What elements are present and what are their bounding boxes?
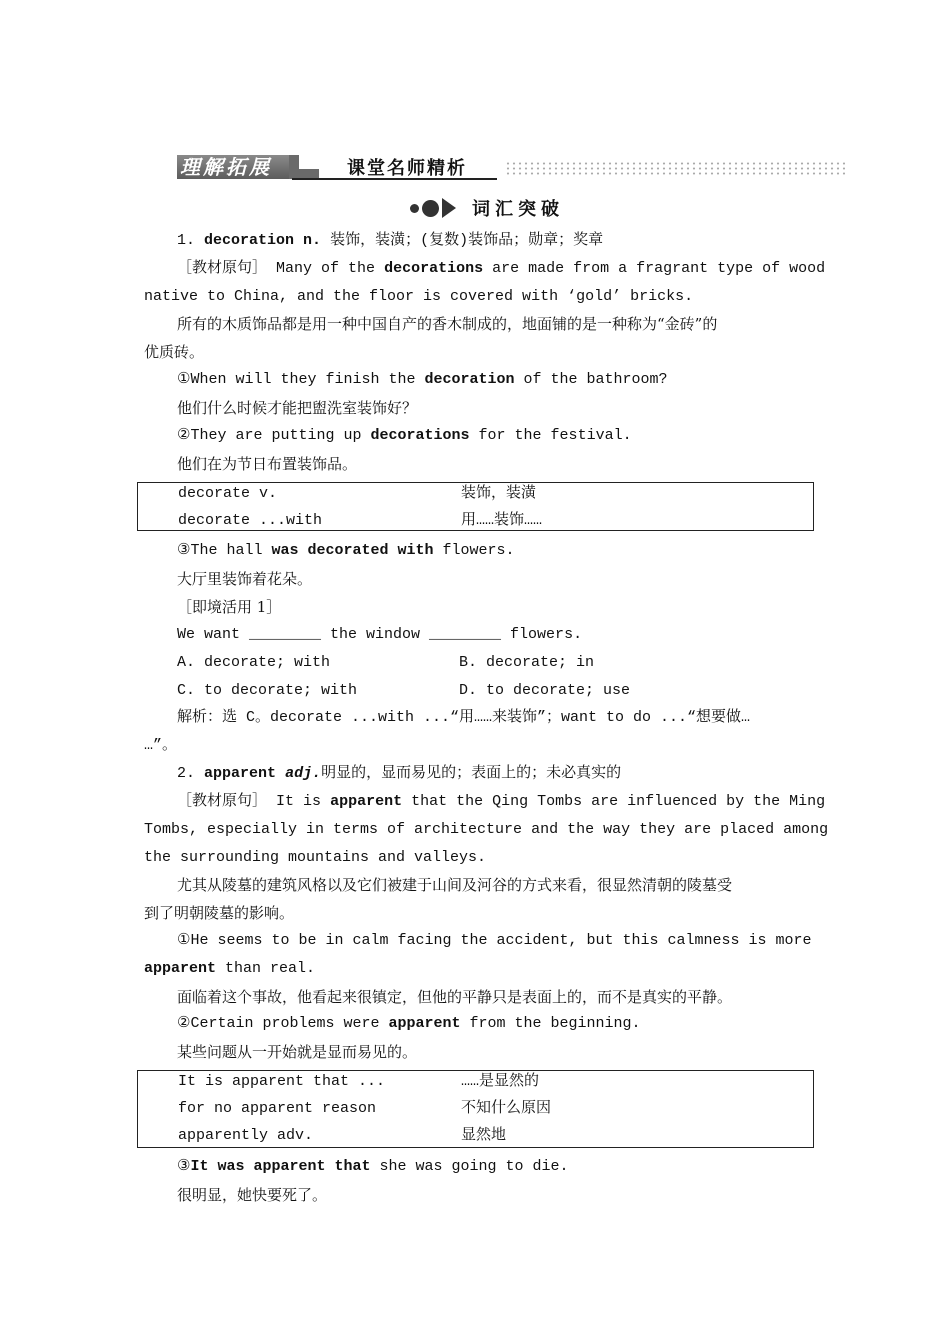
table-phrase: It is apparent that ... bbox=[178, 1073, 386, 1090]
practice-question: We want ________ the window ________ flowers. bbox=[177, 626, 583, 643]
table-phrase: decorate v. bbox=[178, 485, 278, 502]
analysis-line2: …”。 bbox=[144, 737, 178, 754]
highlight-word: apparent bbox=[330, 793, 403, 810]
table-row bbox=[178, 511, 808, 531]
option-a: A. decorate; with bbox=[177, 654, 331, 671]
banner-dots bbox=[505, 161, 845, 175]
table-phrase: for no apparent reason bbox=[178, 1100, 377, 1117]
text-segment: ①When will they finish the bbox=[177, 371, 416, 388]
item2-example2 bbox=[177, 1014, 808, 1034]
text-segment: ③ bbox=[177, 1158, 191, 1175]
textbook-label: ［教材原句］ bbox=[177, 260, 268, 277]
item2-pos: adj. bbox=[285, 765, 322, 782]
text-segment: Many of the bbox=[276, 260, 376, 277]
item1-textbook-cn2: 优质砖。 bbox=[144, 343, 205, 361]
text-segment: that the Qing Tombs are influenced by the Ming bbox=[411, 793, 826, 810]
table-meaning: ……是显然的 bbox=[461, 1073, 540, 1090]
table-phrase: apparently adv. bbox=[178, 1127, 314, 1144]
highlight-word: apparent bbox=[388, 1015, 461, 1032]
item1-textbook-line1 bbox=[177, 259, 826, 279]
text-segment: are made from a fragrant type of wood bbox=[492, 260, 826, 277]
banner-step-icon bbox=[289, 155, 319, 179]
item2-number: 2. bbox=[177, 765, 196, 782]
item1-word: decoration n. bbox=[204, 232, 322, 249]
item2-heading bbox=[177, 764, 808, 784]
large-dot-icon bbox=[422, 200, 439, 217]
table-row bbox=[178, 1072, 808, 1092]
small-dot-icon bbox=[410, 204, 419, 213]
item2-textbook-line3: the surrounding mountains and valleys. bbox=[144, 849, 487, 866]
item2-example1-line1: ①He seems to be in calm facing the accident, but this calmness is more bbox=[177, 932, 812, 949]
highlight-word: apparent bbox=[144, 960, 217, 977]
item2-meaning: 明显的，显而易见的；表面上的；未必真实的 bbox=[321, 765, 622, 782]
item2-example3 bbox=[177, 1157, 808, 1177]
text-segment: flowers. bbox=[442, 542, 515, 559]
highlight-word: It was apparent that bbox=[190, 1158, 371, 1175]
item2-textbook-line1 bbox=[177, 792, 826, 812]
item1-heading bbox=[177, 231, 808, 251]
banner-badge: 理解拓展 bbox=[177, 155, 292, 179]
section-banner bbox=[177, 153, 847, 183]
practice-label: ［即境活用 1］ bbox=[177, 598, 282, 616]
item2-word: apparent bbox=[204, 765, 277, 782]
text-segment: she was going to die. bbox=[379, 1158, 569, 1175]
item2-textbook-line2: Tombs, especially in terms of architecture and the way they are placed among bbox=[144, 821, 829, 838]
item1-phrase-table bbox=[137, 482, 814, 531]
item2-textbook-cn2: 到了明朝陵墓的影响。 bbox=[144, 904, 295, 922]
table-row bbox=[178, 484, 808, 504]
table-meaning: 不知什么原因 bbox=[461, 1100, 552, 1117]
item1-example2-cn: 他们在为节日布置装饰品。 bbox=[177, 455, 358, 473]
text-segment: of the bathroom? bbox=[523, 371, 668, 388]
item2-phrase-table bbox=[137, 1070, 814, 1148]
item1-example3-cn: 大厅里装饰着花朵。 bbox=[177, 570, 313, 588]
table-meaning: 用……装饰…… bbox=[461, 512, 543, 529]
option-d: D. to decorate; use bbox=[459, 682, 631, 699]
text-segment: for the festival. bbox=[478, 427, 632, 444]
item1-example2 bbox=[177, 426, 808, 446]
table-row bbox=[178, 1099, 808, 1119]
banner-subtitle: 课堂名师精析 bbox=[347, 158, 467, 179]
text-segment: ②Certain problems were bbox=[177, 1015, 380, 1032]
item1-textbook-cn1: 所有的木质饰品都是用一种中国自产的香木制成的，地面铺的是一种称为“金砖”的 bbox=[177, 315, 718, 333]
item2-example3-cn: 很明显，她快要死了。 bbox=[177, 1186, 328, 1204]
item1-example3 bbox=[177, 541, 808, 561]
item2-example2-cn: 某些问题从一开始就是显而易见的。 bbox=[177, 1043, 418, 1061]
item1-example1 bbox=[177, 370, 808, 390]
text-segment: It is bbox=[276, 793, 322, 810]
table-row bbox=[178, 1126, 808, 1146]
analysis-line1: 解析：选 C。decorate ...with ...“用……来装饰”；want to do ...“想要做… bbox=[177, 709, 751, 726]
highlight-word: decorations bbox=[370, 427, 470, 444]
section-title: 词汇突破 bbox=[472, 199, 564, 220]
item1-number: 1. bbox=[177, 232, 196, 249]
table-meaning: 装饰，装潢 bbox=[461, 485, 537, 502]
option-b: B. decorate; in bbox=[459, 654, 595, 671]
highlight-word: decorations bbox=[384, 260, 484, 277]
text-segment: ②They are putting up bbox=[177, 427, 362, 444]
option-c: C. to decorate; with bbox=[177, 682, 358, 699]
item2-textbook-cn1: 尤其从陵墓的建筑风格以及它们被建于山间及河谷的方式来看，很显然清朝的陵墓受 bbox=[177, 876, 733, 894]
table-phrase: decorate ...with bbox=[178, 512, 323, 529]
item2-example1-line2 bbox=[144, 959, 808, 979]
arrow-icon bbox=[442, 198, 456, 218]
item1-meaning: 装饰，装潢；(复数)装饰品；勋章；奖章 bbox=[330, 232, 604, 249]
textbook-label: ［教材原句］ bbox=[177, 793, 268, 810]
text-segment: than real. bbox=[225, 960, 316, 977]
text-segment: from the beginning. bbox=[469, 1015, 641, 1032]
text-segment: ③The hall bbox=[177, 542, 263, 559]
table-meaning: 显然地 bbox=[461, 1127, 507, 1144]
item2-example1-cn: 面临着这个事故，他看起来很镇定，但他的平静只是表面上的，而不是真实的平静。 bbox=[177, 988, 733, 1006]
item1-textbook-line2: native to China, and the floor is covered with ‘gold’ bricks. bbox=[144, 288, 694, 305]
highlight-word: was decorated with bbox=[271, 542, 434, 559]
highlight-word: decoration bbox=[424, 371, 515, 388]
item1-example1-cn: 他们什么时候才能把盥洗室装饰好？ bbox=[177, 399, 418, 417]
